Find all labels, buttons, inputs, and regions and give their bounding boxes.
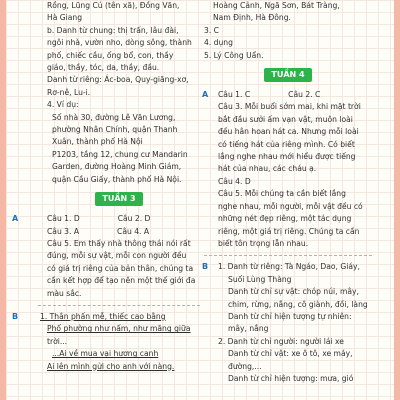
text-line: Danh từ chỉ hiện tượng: mưa, gió [228, 373, 354, 383]
text-line: Rơ-nê, Lu-i. [47, 87, 91, 97]
text-line: Câu 5. Em thấy nhà thông thái nói rất [47, 238, 191, 248]
text-line: riêng, một giá trị riêng. Chúng ta cần [218, 226, 360, 236]
text-line: P1203, tầng 12, chung cư Mandarin [52, 149, 188, 159]
text-line: màu sắc. [47, 288, 82, 298]
text-line: phường Nhân Chính, quận Thanh [52, 125, 178, 135]
text-line: hát của nhau, các cháu ạ. [218, 164, 317, 174]
text-line: b. Danh từ chung: thị trấn, lâu đài, [47, 25, 179, 35]
text-line: biết tôn trọng lẫn nhau. [218, 238, 309, 248]
text-line: có giá trị riêng của bản thân, chúng ta [47, 263, 194, 273]
answer-item: Câu 1. C [218, 90, 251, 100]
text-line: lắng nghe nhau mới hiểu được tiếng [218, 152, 356, 162]
text-line: quận Cầu Giấy, thành phố Hà Nội. [52, 174, 182, 184]
text-line: những nét đẹp riêng, một tác dụng [218, 214, 352, 224]
answer-item: Câu 4. A [117, 226, 150, 236]
text-line: đường,... [228, 361, 262, 371]
section-b-label: B [12, 311, 19, 321]
answer-row [38, 226, 200, 238]
text-line: Danh từ riêng: Ác-boa, Quy-giăng-xơ, [47, 75, 189, 85]
text-line: Hoàng Cảnh, Ngã Sơn, Bát Tràng, [213, 1, 340, 10]
text-line: Câu 4. D [218, 176, 251, 186]
text-line: Hà Giang [47, 13, 83, 23]
text-line: Số nhà 30, đường Lê Văn Lương, [52, 112, 176, 122]
text-line: có tiếng hát của riêng mình. Có biết [218, 139, 355, 149]
week-3-badge: TUẦN 3 [95, 192, 143, 206]
text-line: Nam Định, Hà Đông. [213, 13, 291, 23]
text-line: Xuân, thành phố Hà Nội [52, 137, 143, 147]
text-line: 4. Ví dụ: [47, 100, 79, 110]
answer-item: Câu 2. C [288, 90, 321, 100]
section-b-label: B [202, 262, 209, 272]
text-line: ngôi nhà, vườn nho, dòng sông, thành [47, 38, 192, 48]
text-line: Câu 5. Mỗi chúng ta cần biết lắng [218, 189, 346, 199]
answer-row [204, 89, 372, 101]
text-line: 1. Danh từ riêng: Tà Ngáo, Dao, Giáy, [218, 262, 360, 272]
text-line: Danh từ chỉ sự vật: chóp núi, mây, [228, 287, 359, 297]
answer-item: Câu 2. D [117, 214, 151, 224]
text-line: Phố phường như nấm, như măng giữa [47, 324, 191, 334]
text-line: nghe nhau, mỗi người, mỗi vật đều có [218, 201, 363, 211]
text-line: Câu 3. Mỗi buổi sớm mai, khi mặt trời [218, 102, 361, 112]
text-line: Ai lên mình gửi cho anh với nàng. [47, 361, 175, 371]
answer-page [6, 0, 394, 400]
answer-item: Câu 3. A [47, 226, 80, 236]
text-line: 2. Danh từ chỉ người: người lái xe [218, 336, 344, 346]
text-line: chim, rừng, nắng, cô giành, đồi, làng [228, 299, 368, 309]
text-line: đúng, mỗi sự vật, mỗi con người đều [47, 251, 187, 261]
section-a-label: A [12, 214, 19, 224]
text-line: ...Ai về mua vại hương canh [52, 349, 159, 359]
text-line: giáo, thầy, tóc, da, thầy, đầu. [47, 63, 160, 73]
text-line: mây, nắng [228, 324, 269, 334]
text-line: Danh từ chỉ hiện tượng tự nhiên: [228, 311, 352, 321]
text-line: 1. Thân phấn mễ, thiếc cao bằng [40, 311, 166, 321]
answer-item: Câu 1. D [47, 214, 80, 224]
answer-row [38, 213, 200, 225]
text-line: 4. dụng [204, 38, 233, 48]
divider [204, 255, 372, 256]
text-line: Garden, đường Hoàng Minh Giám, [52, 162, 182, 172]
left-column [12, 0, 200, 400]
text-line: Rồng, Lũng Cú (tên xã), Đồng Văn, [47, 1, 180, 10]
week-4-badge: TUẦN 4 [264, 68, 312, 82]
text-line: bắt đầu sưởi ấm vạn vật, muôn loài [218, 114, 353, 124]
text-line: phố, chiếc cầu, ống bổ, con, thầy [47, 50, 174, 60]
text-line: cần kết hợp để tạo nên một thế giới đa [47, 276, 196, 286]
text-line: trời... [47, 336, 68, 346]
text-line: 3. C [204, 25, 219, 35]
right-column [204, 0, 372, 400]
text-line: Suối Lùng Thàng [228, 274, 292, 284]
section-a-label: A [202, 90, 209, 100]
text-line: 5. Lý Công Uẩn. [204, 50, 264, 60]
divider [38, 305, 200, 306]
text-line: Danh từ chỉ vật: xe ô tô, xe máy, [228, 349, 353, 359]
text-line: đều hân hoan hát ca. Nhưng mỗi loài [218, 127, 359, 137]
